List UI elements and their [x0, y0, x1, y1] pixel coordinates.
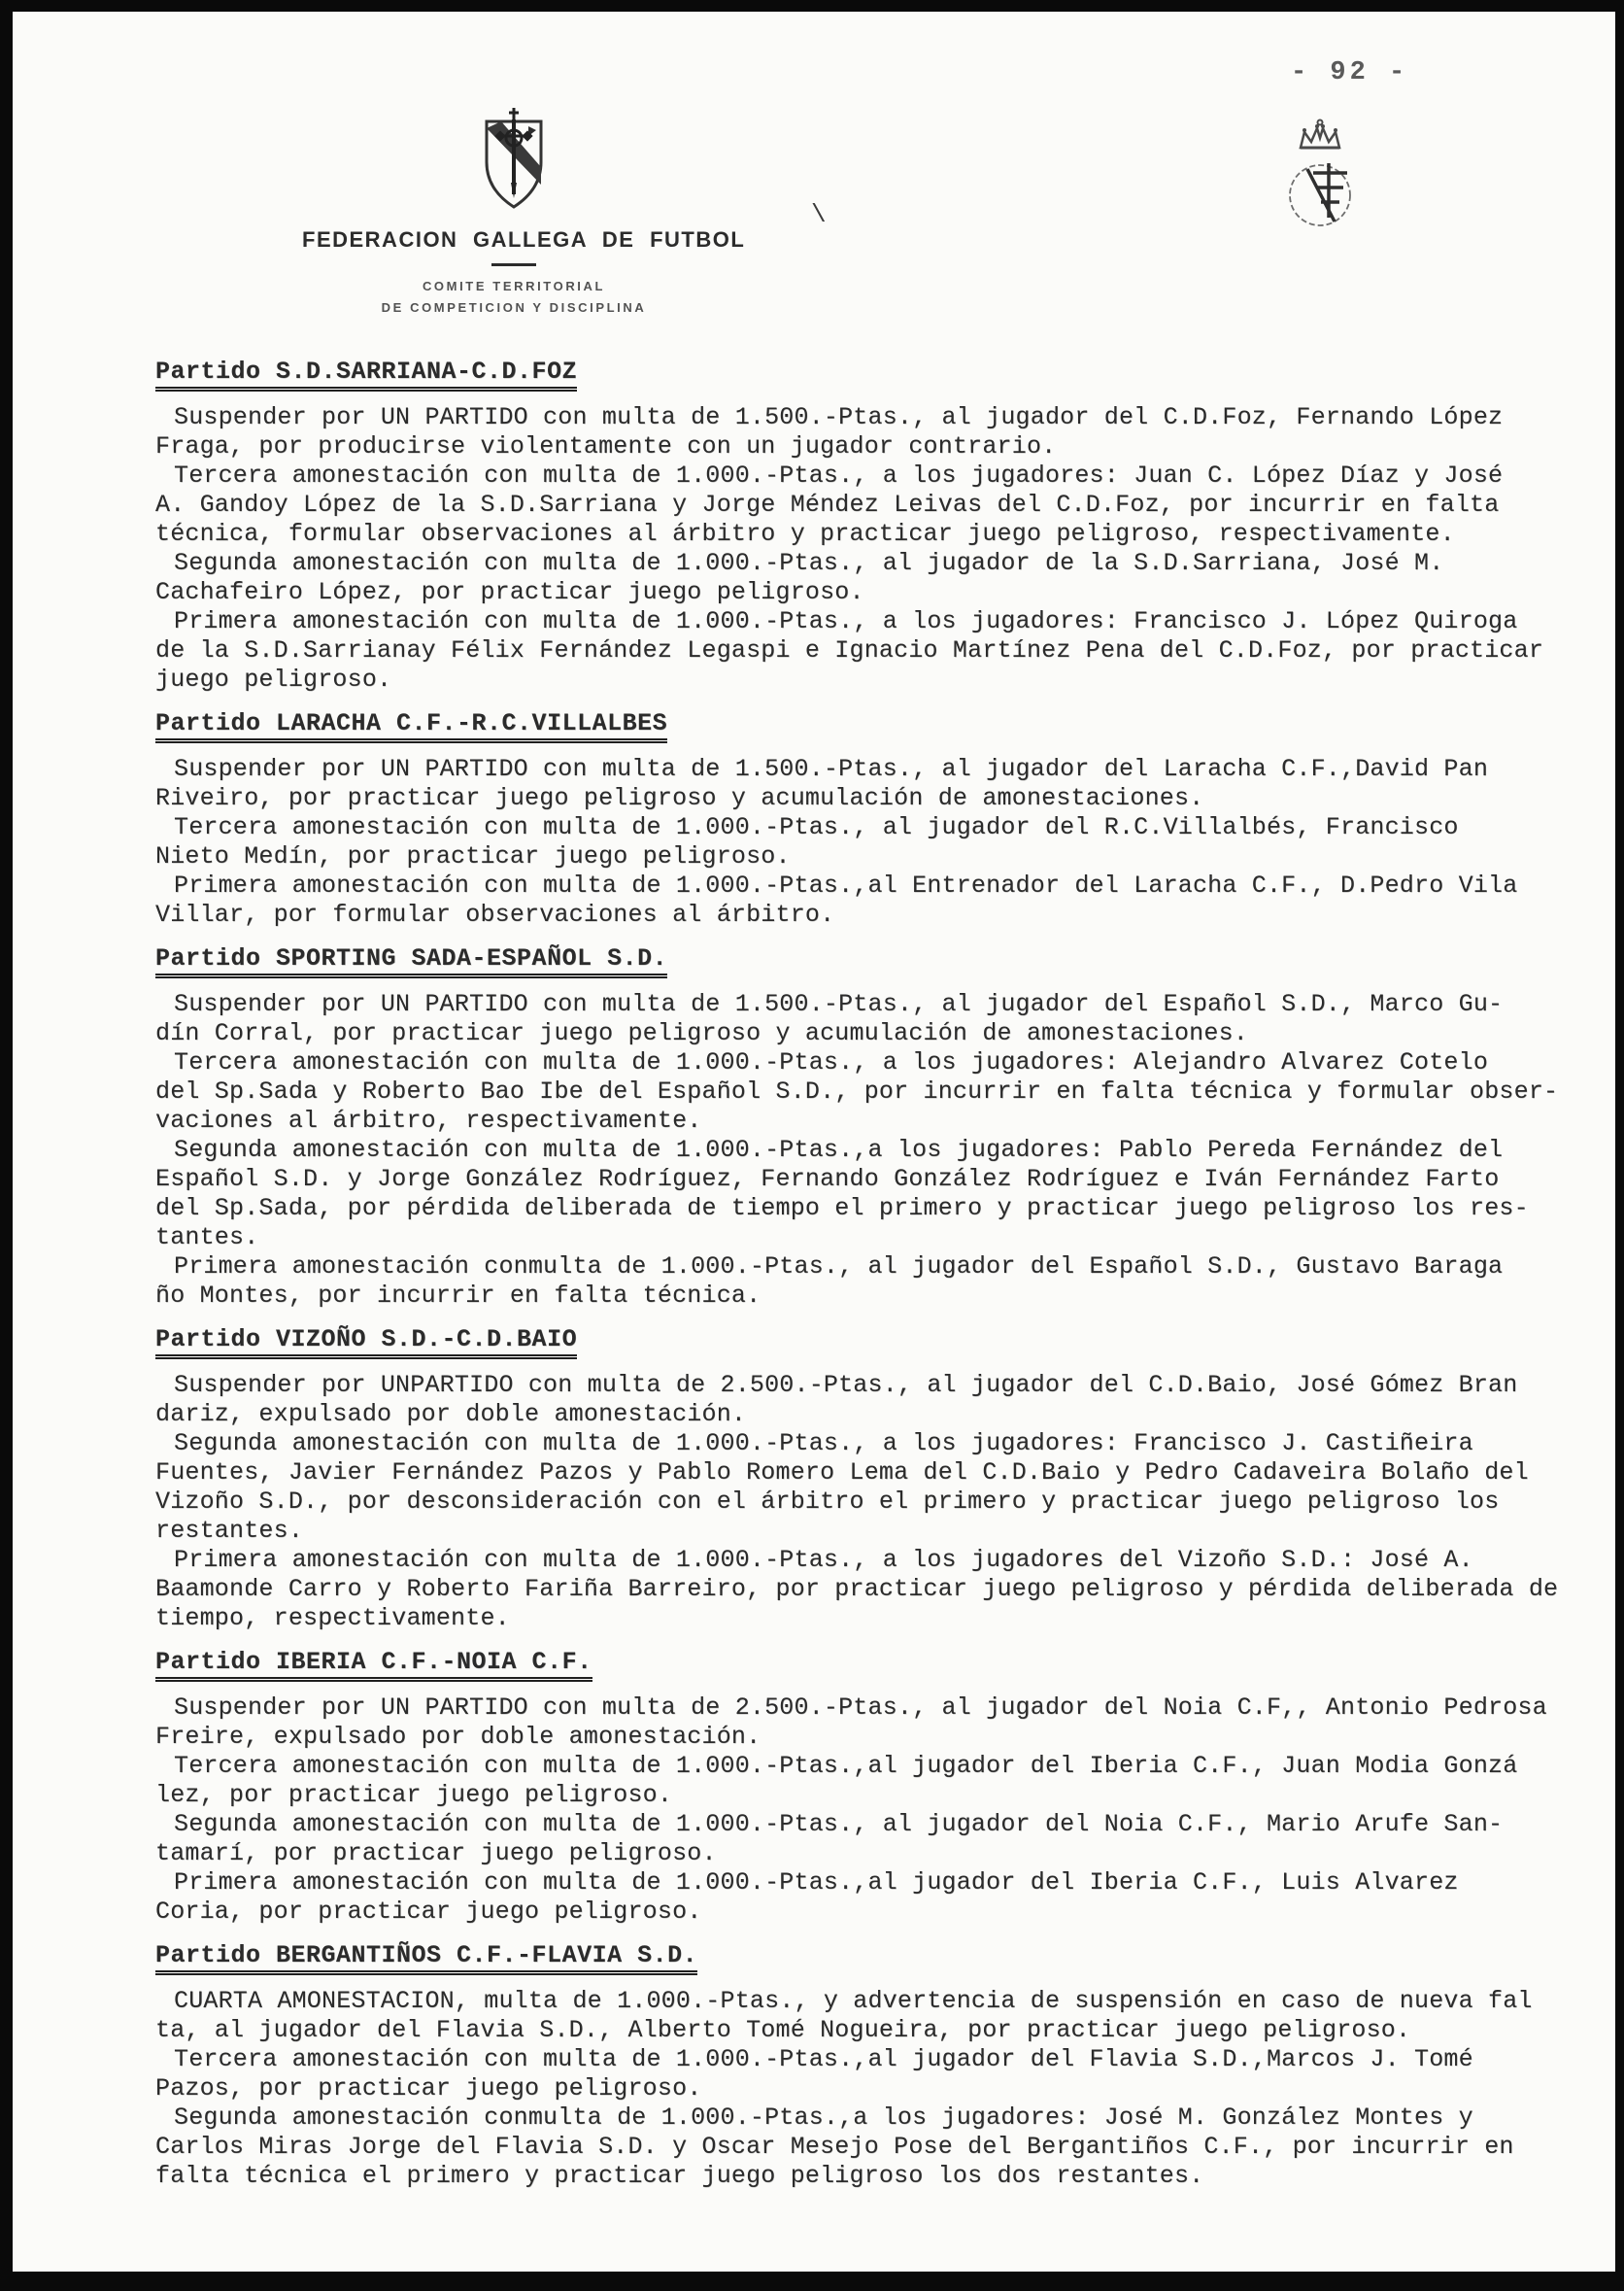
paragraph: [155, 1868, 1554, 1927]
document-page: [13, 12, 1615, 2272]
section-heading-text: Partido IBERIA C.F.-NOIA C.F.: [155, 1648, 592, 1682]
paragraph: [155, 813, 1554, 872]
text-line: Suspender por UN PARTIDO con multa de 1.500.-Ptas., al jugador del Español S.D., Marco Gu-: [174, 990, 1504, 1018]
text-line: Suspender por UN PARTIDO con multa de 1.500.-Ptas., al jugador del C.D.Foz, Fernando López: [174, 403, 1504, 431]
section-heading-text: Partido S.D.SARRIANA-C.D.FOZ: [155, 358, 577, 392]
org-rule-divider: [491, 263, 536, 266]
paragraph: [155, 755, 1554, 813]
page-number: - 92 -: [1291, 58, 1409, 87]
text-line: ño Montes, por incurrir en falta técnica.: [155, 1282, 761, 1310]
text-line: Suspender por UN PARTIDO con multa de 1.500.-Ptas., al jugador del Laracha C.F.,David Pan: [174, 755, 1489, 783]
committee-line-1: COMITE TERRITORIAL: [422, 279, 606, 293]
text-line: Segunda amonestación con multa de 1.000.-Ptas., al jugador del Noia C.F., Mario Arufe San-: [174, 1810, 1504, 1838]
section-heading: [155, 1941, 1554, 1970]
paragraph: [155, 607, 1554, 695]
section-heading: [155, 709, 1554, 738]
document-body: [155, 354, 1559, 2191]
match-section: [155, 1648, 1554, 1927]
text-line: Tercera amonestación con multa de 1.000.-Ptas., al jugador del R.C.Villalbés, Francisco: [174, 813, 1459, 841]
text-line: Suspender por UNPARTIDO con multa de 2.500.-Ptas., al jugador del C.D.Baio, José Gómez Bran: [174, 1371, 1518, 1399]
paragraph: [155, 403, 1554, 462]
section-heading-text: Partido SPORTING SADA-ESPAÑOL S.D.: [155, 944, 667, 978]
section-heading-text: Partido VIZOÑO S.D.-C.D.BAIO: [155, 1325, 577, 1359]
text-line: Primera amonestación con multa de 1.000.-Ptas., a los jugadores del Vizoño S.D.: José A.: [174, 1546, 1473, 1574]
stray-mark: \: [811, 200, 827, 229]
text-line: técnica, formular observaciones al árbitro y practicar juego peligroso, respectivamente.: [155, 520, 1455, 548]
text-line: Carlos Miras Jorge del Flavia S.D. y Oscar Mesejo Pose del Bergantiños C.F., por incurrir en: [155, 2133, 1514, 2161]
text-line: restantes.: [155, 1517, 304, 1545]
letterhead: [302, 105, 746, 315]
org-name: FEDERACION GALLEGA DE FUTBOL: [302, 227, 746, 252]
section-heading: [155, 1325, 1554, 1354]
match-section: [155, 1325, 1559, 1633]
paragraph: [155, 2103, 1554, 2191]
section-heading: [155, 1648, 1554, 1677]
paragraph: [155, 1546, 1559, 1633]
paragraph: [155, 1252, 1554, 1311]
text-line: ta, al jugador del Flavia S.D., Alberto Tomé Nogueira, por practicar juego peligroso.: [155, 2016, 1411, 2044]
text-line: Segunda amonestación conmulta de 1.000.-Ptas.,a los jugadores: José M. González Montes y: [174, 2103, 1473, 2132]
paragraph: [155, 462, 1554, 549]
text-line: juego peligroso.: [155, 666, 392, 694]
paragraph: [155, 1752, 1554, 1810]
text-line: Baamonde Carro y Roberto Fariña Barreiro, por practicar juego peligroso y pérdida deliberada de: [155, 1575, 1559, 1603]
text-line: Español S.D. y Jorge González Rodríguez, Fernando González Rodríguez e Iván Fernández Farto: [155, 1165, 1500, 1193]
match-section: [155, 709, 1554, 930]
paragraph: [155, 1136, 1554, 1252]
text-line: lez, por practicar juego peligroso.: [155, 1781, 673, 1809]
paragraph: [155, 1987, 1554, 2045]
text-line: Primera amonestación conmulta de 1.000.-Ptas., al jugador del Español S.D., Gustavo Baraga: [174, 1252, 1504, 1281]
match-section: [155, 1941, 1554, 2191]
text-line: Fraga, por producirse violentamente con un jugador contrario.: [155, 432, 1057, 461]
section-heading-text: Partido LARACHA C.F.-R.C.VILLALBES: [155, 709, 667, 743]
paragraph: [155, 1371, 1554, 1429]
paragraph: [155, 2045, 1554, 2103]
text-line: Freire, expulsado por doble amonestación.: [155, 1723, 761, 1751]
paragraph: [155, 549, 1554, 607]
text-line: dariz, expulsado por doble amonestación.: [155, 1400, 747, 1428]
text-line: Vizoño S.D., por desconsideración con el árbitro el primero y practicar juego peligroso los: [155, 1487, 1500, 1516]
text-line: tiempo, respectivamente.: [155, 1604, 510, 1632]
section-heading-text: Partido BERGANTIÑOS C.F.-FLAVIA S.D.: [155, 1941, 697, 1975]
paragraph: [155, 1693, 1554, 1752]
text-line: tantes.: [155, 1223, 259, 1251]
match-section: [155, 358, 1554, 695]
text-line: del Sp.Sada, por pérdida deliberada de tiempo el primero y practicar juego peligroso los res-: [155, 1194, 1529, 1222]
text-line: Tercera amonestación con multa de 1.000.-Ptas., a los jugadores: Alejandro Alvarez Cotelo: [174, 1048, 1489, 1077]
text-line: Tercera amonestación con multa de 1.000.-Ptas., a los jugadores: Juan C. López Díaz y José: [174, 462, 1504, 490]
text-line: dín Corral, por practicar juego peligroso y acumulación de amonestaciones.: [155, 1019, 1248, 1047]
text-line: Segunda amonestación con multa de 1.000.-Ptas., a los jugadores: Francisco J. Castiñeira: [174, 1429, 1473, 1457]
paragraph: [155, 990, 1554, 1048]
text-line: Villar, por formular observaciones al árbitro.: [155, 901, 835, 929]
text-line: Segunda amonestación con multa de 1.000.-Ptas., al jugador de la S.D.Sarriana, José M.: [174, 549, 1444, 577]
text-line: CUARTA AMONESTACION, multa de 1.000.-Ptas., y advertencia de suspensión en caso de nueva fal: [174, 1987, 1533, 2015]
text-line: Tercera amonestación con multa de 1.000.-Ptas.,al jugador del Iberia C.F., Juan Modia Gonzá: [174, 1752, 1518, 1780]
paragraph: [155, 1810, 1554, 1868]
text-line: falta técnica el primero y practicar juego peligroso los dos restantes.: [155, 2162, 1204, 2190]
text-line: Nieto Medín, por practicar juego peligroso.: [155, 842, 791, 871]
text-line: tamarí, por practicar juego peligroso.: [155, 1839, 717, 1867]
text-line: Cachafeiro López, por practicar juego peligroso.: [155, 578, 864, 606]
text-line: vaciones al árbitro, respectivamente.: [155, 1107, 702, 1135]
committee-line-2: DE COMPETICION Y DISCIPLINA: [381, 300, 647, 315]
text-line: Tercera amonestación con multa de 1.000.-Ptas.,al jugador del Flavia S.D.,Marcos J. Tomé: [174, 2045, 1473, 2073]
crowned-monogram-icon: [1269, 115, 1370, 243]
paragraph: [155, 1048, 1559, 1136]
text-line: Segunda amonestación con multa de 1.000.-Ptas.,a los jugadores: Pablo Pereda Fernández del: [174, 1136, 1504, 1164]
text-line: Suspender por UN PARTIDO con multa de 2.500.-Ptas., al jugador del Noia C.F,, Antonio Pedrosa: [174, 1693, 1547, 1722]
text-line: Primera amonestación con multa de 1.000.-Ptas.,al Entrenador del Laracha C.F., D.Pedro Vila: [174, 872, 1518, 900]
text-line: de la S.D.Sarrianay Félix Fernández Legaspi e Ignacio Martínez Pena del C.D.Foz, por practicar: [155, 636, 1544, 665]
text-line: Primera amonestación con multa de 1.000.-Ptas.,al jugador del Iberia C.F., Luis Alvarez: [174, 1868, 1459, 1897]
match-section: [155, 944, 1559, 1311]
text-line: Pazos, por practicar juego peligroso.: [155, 2074, 702, 2103]
text-line: Primera amonestación con multa de 1.000.-Ptas., a los jugadores: Francisco J. López Quiroga: [174, 607, 1518, 635]
text-line: Fuentes, Javier Fernández Pazos y Pablo Romero Lema del C.D.Baio y Pedro Cadaveira Bolaño del: [155, 1458, 1529, 1487]
paragraph: [155, 872, 1554, 930]
section-heading: [155, 944, 1554, 974]
text-line: Riveiro, por practicar juego peligroso y acumulación de amonestaciones.: [155, 784, 1204, 812]
text-line: A. Gandoy López de la S.D.Sarriana y Jorge Méndez Leivas del C.D.Foz, por incurrir en falta: [155, 491, 1500, 519]
section-heading: [155, 358, 1554, 387]
text-line: del Sp.Sada y Roberto Bao Ibe del Español S.D., por incurrir en falta técnica y formular obser-: [155, 1077, 1559, 1106]
text-line: Coria, por practicar juego peligroso.: [155, 1898, 702, 1926]
federation-shield-icon: [478, 105, 550, 214]
paragraph: [155, 1429, 1554, 1546]
